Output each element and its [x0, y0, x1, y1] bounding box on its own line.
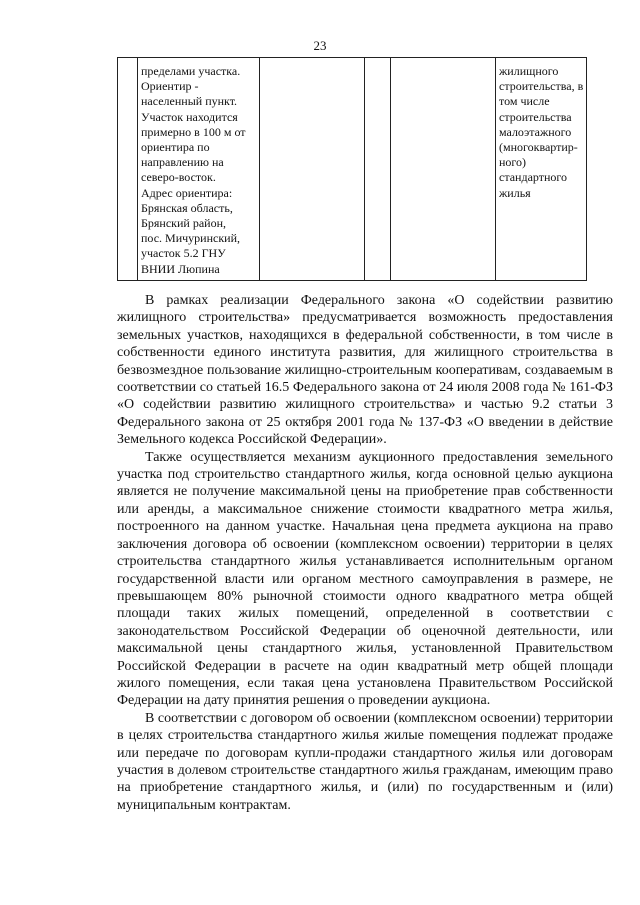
- paragraph: В соответствии с договором об освоении (комплексном освоении) территории в целях строительства стандартного жилья жилые помещения подлежат продаже или передаче по договорам купли-продажи стандартного жилья или договорам участия в долевом строительстве стандартного жилья гражданам, имеющим право на приобретение стандартного жилья, и (или) по государственным и (или) муниципальным контрактам.: [117, 710, 613, 813]
- table-cell-empty: [118, 58, 138, 281]
- location-line: Адрес ориентира:: [141, 185, 233, 200]
- location-line: ориентира по: [141, 140, 210, 155]
- purpose-line: жилья: [499, 185, 531, 200]
- location-line: пределами участка.: [141, 64, 241, 78]
- purpose-line: малоэтажного: [499, 124, 572, 139]
- page-number: 23: [313, 38, 327, 53]
- table-cell-empty: [391, 58, 496, 281]
- purpose-line: стандартного: [499, 170, 568, 185]
- location-line: ВНИИ Люпина: [141, 261, 220, 276]
- purpose-line: строительства: [499, 109, 572, 124]
- paragraph: Также осуществляется механизм аукционного предоставления земельного участка под строительство стандартного жилья, когда основной целью аукциона является не получение максимальной цены на приобретение прав собственности или аренды, а максимальное снижение стоимости квадратного метра жилья, построенного на данном участке. Начальная цена предмета аукциона на право заключения договора об освоении (комплексном освоении) территории в целях строительства стандартного жилья устанавливается исполнительным органом государственной власти или органом местного самоуправления в размере, не превышающем 80% рыночной стоимости одного квадратного метра общей площади таких жилых помещений, определенной в соответствии с законодательством Российской Федерации об оценочной деятельности, или максимальной цены стандартного жилья, установленной Правительством Российской Федерации в расчете на один квадратный метр общей площади жилого помещения, если такая цена установлена Правительством Российской Федерации на дату принятия решения о проведении аукциона.: [117, 449, 613, 709]
- location-line: примерно в 100 м от: [141, 124, 246, 139]
- table-cell-purpose: [496, 58, 587, 281]
- purpose-line: строительства, в: [499, 79, 584, 94]
- location-line: участок 5.2 ГНУ: [141, 246, 226, 261]
- location-line: Брянская область,: [141, 200, 233, 215]
- location-line: Ориентир -: [141, 79, 199, 94]
- table-cell-location: [138, 58, 260, 281]
- table-cell-empty: [365, 58, 391, 281]
- location-line: направлению на: [141, 155, 224, 170]
- location-line: населенный пункт.: [141, 94, 238, 109]
- paragraph: В рамках реализации Федерального закона «О содействии развитию жилищного строительства» предусматривается возможность предоставления земельных участков, находящихся в федеральной собственности, в том числе в собственности единого института развития, для жилищного строительства в безвозмездное пользование жилищно-строительным кооперативам, создаваемым в соответствии со статьей 16.5 Федерального закона от 24 июля 2008 года № 161-ФЗ «О содействии развитию жилищного строительства» и частью 9.2 статьи 3 Федерального закона от 25 октября 2001 года № 137-ФЗ «О введении в действие Земельного кодекса Российской Федерации».: [117, 293, 613, 448]
- location-line: пос. Мичуринский,: [141, 231, 241, 246]
- purpose-line: жилищного: [499, 64, 559, 78]
- purpose-line: ного): [499, 155, 527, 170]
- document-body: [117, 292, 613, 814]
- purpose-line: том числе: [499, 94, 550, 109]
- location-line: Брянский район,: [141, 216, 227, 231]
- continued-table-fragment: [117, 57, 587, 281]
- location-line: Участок находится: [141, 109, 238, 124]
- table-row: [118, 58, 587, 281]
- location-line: северо-восток.: [141, 170, 216, 185]
- purpose-line: (многоквартир-: [499, 140, 578, 155]
- table-cell-empty: [260, 58, 365, 281]
